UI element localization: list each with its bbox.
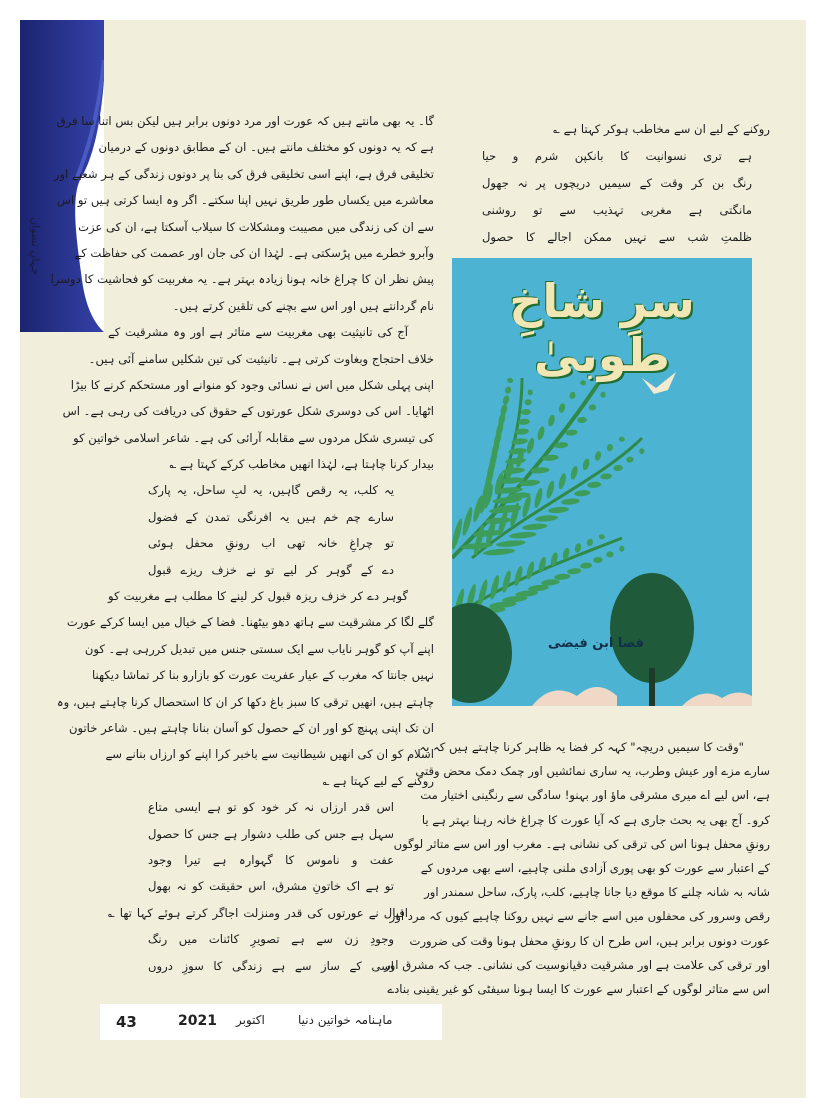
fern-leaflet xyxy=(533,487,544,509)
text-line: گوہر دے کر خزف ریزہ قبول کر لینے کا مطلب ہے مغربیت کو xyxy=(108,589,408,604)
fern-leaflet xyxy=(545,480,556,499)
text-line: خلاف احتجاج وبغاوت کرتی ہے۔ تانیثیت کی تین شکلیں سامنے آئی ہیں۔ xyxy=(88,351,434,366)
text-line: اقبال نے عورتوں کی قدر ومنزلت اجاگر کرتے ہوئے کہا تھا ؎ xyxy=(108,905,408,920)
right-column-top xyxy=(452,116,770,251)
fern-leaflet xyxy=(569,465,578,480)
poem-verse-line: رنگ بن کر وقت کے سیمیں دریچوں پر نہ جھول xyxy=(482,176,752,190)
fern-leaflet xyxy=(509,531,537,539)
issue-month: اکتوبر xyxy=(236,1013,265,1027)
text-line: چاہتے ہیں، انھیں ترقی کا سبز باغ دکھا کر ان کا استحصال کرنا چاہتے ہیں، وہ xyxy=(56,694,434,709)
book-cover-image xyxy=(452,258,752,706)
fern-leaflet xyxy=(600,473,612,480)
text-line: رونقِ محفل ہونا اس کی ترقی کی نشانی ہے۔ مغرب اور اس سے متاثر لوگوں xyxy=(393,836,770,851)
text-line: گلے لگا کر مشرقیت سے ہاتھ دھو بیٹھنا۔ فضا کے خیال میں ایسا کرکے عورت xyxy=(66,615,434,630)
fern-leaflet xyxy=(561,498,580,506)
text-line: ہے کہ یہ دونوں کو مختلف مانتے ہیں۔ ان کے مطابق دونوں کے درمیان xyxy=(98,140,434,155)
fern-leaflet xyxy=(574,490,591,497)
text-line: نہیں جانتا کہ مغرب کے عیار عفریت عورت کو بازارو بنا کر تماشا دیکھنا xyxy=(91,668,434,683)
fern-leaflet xyxy=(639,448,645,454)
text-line: بیدار کرنا چاہتا ہے، لہٰذا انھیں مخاطب کرکے کہتا ہے ؎ xyxy=(169,457,434,472)
poem-verse-line: یہ کلب، یہ رقص گاہیں، یہ لبِ ساحل، یہ پارک xyxy=(148,483,394,498)
text-line: اسلام کو ان کی انھیں شیطانیت سے باخبر کرا اپنے کو ارزاں بنانے سے xyxy=(105,747,434,762)
text-line: کے اعتبار سے عورت کو بھی پوری آزادی ملنی چاہیے، اسے بھی مردوں کے xyxy=(420,860,770,875)
fern-leaflet xyxy=(522,523,548,531)
text-line: اپنے آپ کو گوہر نایاب سے ایک سستی جنس میں تبدیل کررہی ہے۔ کون xyxy=(84,641,434,656)
page-footer xyxy=(100,1004,442,1040)
text-line: تخلیقی فرق ہے، اپنے اسی تخلیقی فرق کی بنا پر دونوں زندگی کے ہر شعبے اور xyxy=(53,166,434,181)
fern-leaflet xyxy=(554,573,571,580)
text-line: ہے، اس لیے اے میری مشرقی ماؤ اور بہنو! سادگی سے رنگینی اختیار مت xyxy=(420,788,770,803)
fern-leaflet xyxy=(580,562,592,569)
text-line: شانہ بہ شانہ چلنے کا موقع دیا جانا چاہیے، کلب، پارک، ساحل سمندر اور xyxy=(424,885,770,900)
poem-verse-line: تو چراغِ خانہ تھی اب رونقِ محفل ہوئی xyxy=(148,536,394,551)
poem-verse-line: وجودِ زن سے ہے تصویرِ کائنات میں رنگ xyxy=(148,932,394,947)
fern-leaflet xyxy=(594,451,602,462)
fern-leaflet xyxy=(582,458,591,471)
fern-leaflet xyxy=(461,506,474,536)
poem-verse-line: اسی کے ساز سے ہے زندگی کا سوزِ دروں xyxy=(148,958,394,973)
fern-leaflet xyxy=(586,538,594,547)
fern-leaflet xyxy=(489,574,501,600)
fern-leaflet xyxy=(524,399,532,406)
fern-leaflet xyxy=(483,548,515,557)
text-line: گا۔ یہ بھی مانتے ہیں کہ عورت اور مرد دونوں برابر ہیں لیکن بس اتنا سا فرق xyxy=(56,114,434,128)
text-line: وآبرو خطرے میں پڑسکتی ہے۔ لہٰذا ان کی جان اور عصمت کی حفاظت کے xyxy=(74,245,434,260)
fern-leaflet xyxy=(496,539,526,548)
text-line: کرو۔ آج بھی یہ بحث جاری ہے کہ آیا عورت کا چراغ خانہ رہنا بہتر ہے یا xyxy=(421,812,770,827)
fern-leaflet xyxy=(618,436,625,442)
tree-left xyxy=(452,603,512,703)
fern-leaflet xyxy=(504,386,512,395)
fern-leaflet xyxy=(569,391,577,400)
fern-leaflet xyxy=(521,409,531,416)
poem-verse-line: تو ہے اک خاتونِ مشرق، اس حقیقت کو نہ بھول xyxy=(148,879,394,894)
fern-leaflet xyxy=(557,473,567,490)
magazine-name: ماہنامہ خواتین دنیا xyxy=(298,1013,393,1027)
fern-leaflet xyxy=(547,414,556,427)
text-line: اور ترقی کی علامت ہے اور مشرقیت دقیانوسیت کی نشانی۔ جب کہ مشرق اور xyxy=(384,957,770,972)
fern-leaflet xyxy=(499,403,508,416)
fern-leaflet xyxy=(606,551,614,558)
fern-leaflet xyxy=(567,568,582,575)
fern-leaflet xyxy=(613,465,623,472)
fern-leaflet xyxy=(574,543,582,554)
fern-leaflet xyxy=(577,417,587,424)
fern-leaflet xyxy=(593,557,603,564)
section-tab-label: جہانِ نسواں xyxy=(29,217,42,275)
text-line: معاشرے میں یکساں طور طریق نہیں اپنا سکتے۔ اگر وہ ایسا کرتی ہیں تو اس xyxy=(56,193,434,208)
book-title: سرِ شاخِ طوبیٰ xyxy=(509,274,695,382)
fern-leaflet xyxy=(619,546,625,552)
fern-leaflet xyxy=(501,570,513,594)
text-line: سارے مزے اور عیش وطرب، یہ ساری نمائشیں اور چمک دمک محض وقتی xyxy=(415,764,770,779)
left-column xyxy=(50,108,434,979)
fern-leaflet xyxy=(606,443,614,452)
poem-verse-line: سہل ہے جس کی طلب دشوار ہے جس کا حصول xyxy=(148,826,394,841)
text-line: اٹھایا۔ اس کی دوسری شکل عورتوں کے حقوق کی دریافت کی رہی ہے۔ اس xyxy=(62,404,434,419)
fern-leaflet xyxy=(598,534,605,540)
text-line: پیش نظر ان کا چراغ خانہ ہونا زیادہ بہتر ہے۔ یہ مغربیت کو فحاشیت کا دوسرا xyxy=(50,272,434,287)
fern-leaflet xyxy=(587,481,602,488)
fern-leaflet xyxy=(558,403,566,414)
poem-verse-line: ظلمتِ شب سے نہیں ممکن اجالے کا حصول xyxy=(482,230,752,244)
text-line: عورت دونوں برابر ہیں، اس طرح ان کا رونقِ محفل ہونا وقت کی ضرورت xyxy=(409,933,770,948)
fern-leaflet xyxy=(548,506,569,514)
poem-verse-line: سارے چم خم ہیں یہ افرنگی تمدن کے فضول xyxy=(148,509,394,524)
text-line: نام گردانتے ہیں اور اس سے بچنے کی تلقین کرتے ہیں۔ xyxy=(172,298,434,313)
fern-leaflet xyxy=(589,404,597,411)
fern-leaflet xyxy=(502,395,510,406)
fern-leaflet xyxy=(527,389,533,395)
poem-verse-line: دے کے گوہر کر لیے تو نے خزف ریزے قبول xyxy=(148,562,394,577)
issue-year: 2021 xyxy=(178,1013,217,1029)
text-line: کی تیسری شکل مردوں سے مقابلہ آرائی کی ہے۔ شاعر اسلامی خواتین کو xyxy=(73,430,434,445)
poem-verse-line: اس قدر ارزاں نہ کر خود کو تو ہے ایسی متاع xyxy=(148,800,394,815)
text-line: روکنے کے لیے کہتا ہے ؎ xyxy=(322,773,434,788)
fern-leaflet xyxy=(535,514,558,522)
poem-verse-line: ہے تری نسوانیت کا بانکپن شرم و حیا xyxy=(482,149,752,163)
fern-leaflet xyxy=(626,456,634,463)
tree-right xyxy=(610,573,694,683)
poem-verse-line: عفت و ناموس کا گہوارہ ہے تیرا وجود xyxy=(148,852,394,867)
text-line: آج کی تانیثیت بھی مغربیت سے متاثر ہے اور وہ مشرقیت کے xyxy=(108,325,408,340)
text-line: روکنے کے لیے ان سے مخاطب ہوکر کہتا ہے ؎ xyxy=(553,122,770,136)
text-line: اس سے متاثر لوگوں کے اعتبار سے عورت کا ایسا ہونا سیفٹی کو غیر یقینی بنادے xyxy=(387,981,770,996)
poem-verse-line: مانگتی ہے مغربی تہذیب سے تو روشنی xyxy=(482,203,752,217)
text-line: رقص وسرور کی محفلوں میں اسے جانے سے نہیں روکنا چاہیے کیوں کہ مرد اور xyxy=(389,909,770,924)
text-line: سے ان کی زندگی میں مصیبت ومشکلات کا سیلاب آسکتا ہے، ان کی عزت xyxy=(78,219,434,234)
book-author: فضا ابن فیضی xyxy=(548,636,645,651)
page-number: 43 xyxy=(116,1013,137,1031)
fern-leaflet xyxy=(536,426,545,441)
fern-leaflet xyxy=(476,579,489,607)
right-column-bottom xyxy=(384,735,770,1001)
text-line: "وقت کا سیمیں دریچہ" کہہ کر فضا یہ ظاہر کرنا چاہتے ہیں کہ یہ xyxy=(419,740,744,754)
text-line: ان تک اپنی پہنچ کو اور ان کے حصول کو آسان بنانا چاہتے ہیں۔ شاعر خاتون xyxy=(68,720,434,735)
text-line: اپنی پہلی شکل میں اس نے نسائی وجود کو منوانے اور مستحکم کرنے کا بیڑا xyxy=(70,377,434,392)
fern-leaflet xyxy=(600,392,606,398)
